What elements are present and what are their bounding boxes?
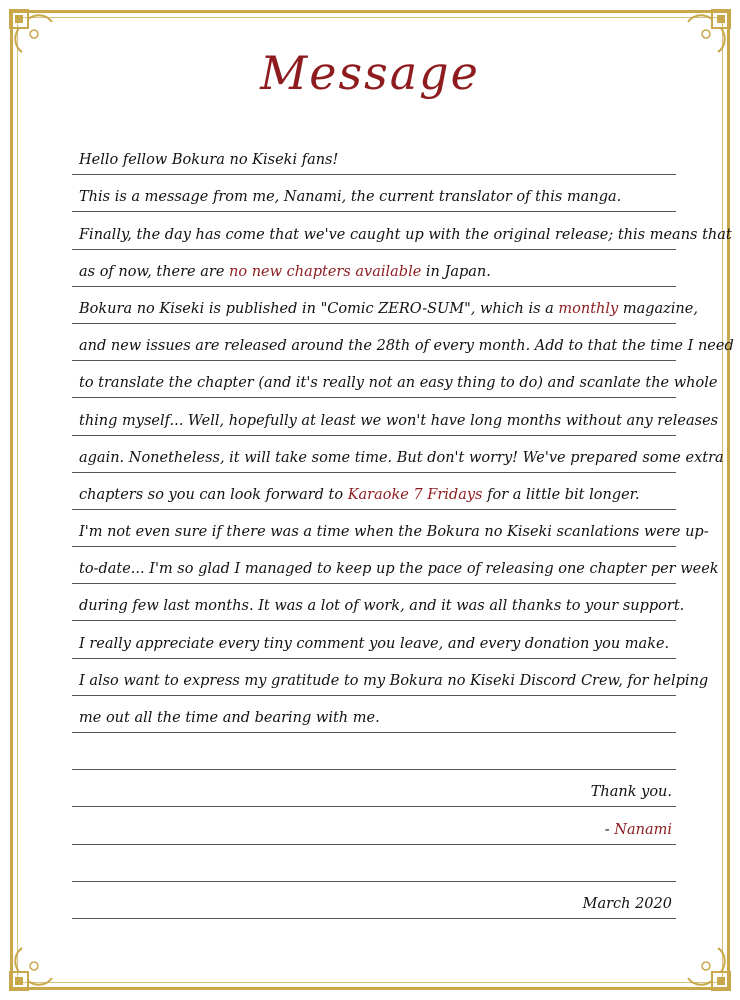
message-line: I'm not even sure if there was a time when the Bokura no Kiseki scanlations were up- (72, 510, 676, 547)
page-title: Message (260, 46, 480, 100)
message-line: to-date... I'm so glad I managed to keep up the pace of releasing one chapter per week (72, 547, 676, 584)
message-line: Bokura no Kiseki is published in "Comic ZERO-SUM", which is a monthly magazine, (72, 287, 676, 324)
date-line: March 2020 (72, 882, 676, 919)
message-line: thing myself... Well, hopefully at least we won't have long months without any releases (72, 398, 676, 435)
thanks-line: Thank you. (72, 770, 676, 807)
message-body (72, 138, 734, 919)
corner-ornament-icon (686, 946, 732, 992)
highlight-text: monthly (558, 300, 619, 317)
signature-line: - Nanami (72, 807, 676, 844)
empty-line (72, 733, 676, 770)
message-line: This is a message from me, Nanami, the current translator of this manga. (72, 175, 676, 212)
signature-name: Nanami (614, 821, 672, 838)
message-line: me out all the time and bearing with me. (72, 696, 676, 733)
message-line: during few last months. It was a lot of work, and it was all thanks to your support. (72, 584, 676, 621)
message-line: I really appreciate every tiny comment you leave, and every donation you make. (72, 621, 676, 658)
empty-line (72, 845, 676, 882)
corner-ornament-icon (8, 946, 54, 992)
message-line: and new issues are released around the 28th of every month. Add to that the time I need (72, 324, 676, 361)
message-line: Finally, the day has come that we've caught up with the original release; this means that (72, 212, 676, 249)
message-line: to translate the chapter (and it's really not an easy thing to do) and scanlate the whole (72, 361, 676, 398)
highlight-text: no new chapters available (229, 263, 422, 280)
message-line: I also want to express my gratitude to my Bokura no Kiseki Discord Crew, for helping (72, 659, 676, 696)
message-line: again. Nonetheless, it will take some time. But don't worry! We've prepared some extra (72, 436, 676, 473)
message-line: as of now, there are no new chapters available in Japan. (72, 250, 676, 287)
highlight-text: Karaoke 7 Fridays (347, 486, 483, 503)
message-line: chapters so you can look forward to Karaoke 7 Fridays for a little bit longer. (72, 473, 676, 510)
message-line: Hello fellow Bokura no Kiseki fans! (72, 138, 676, 175)
